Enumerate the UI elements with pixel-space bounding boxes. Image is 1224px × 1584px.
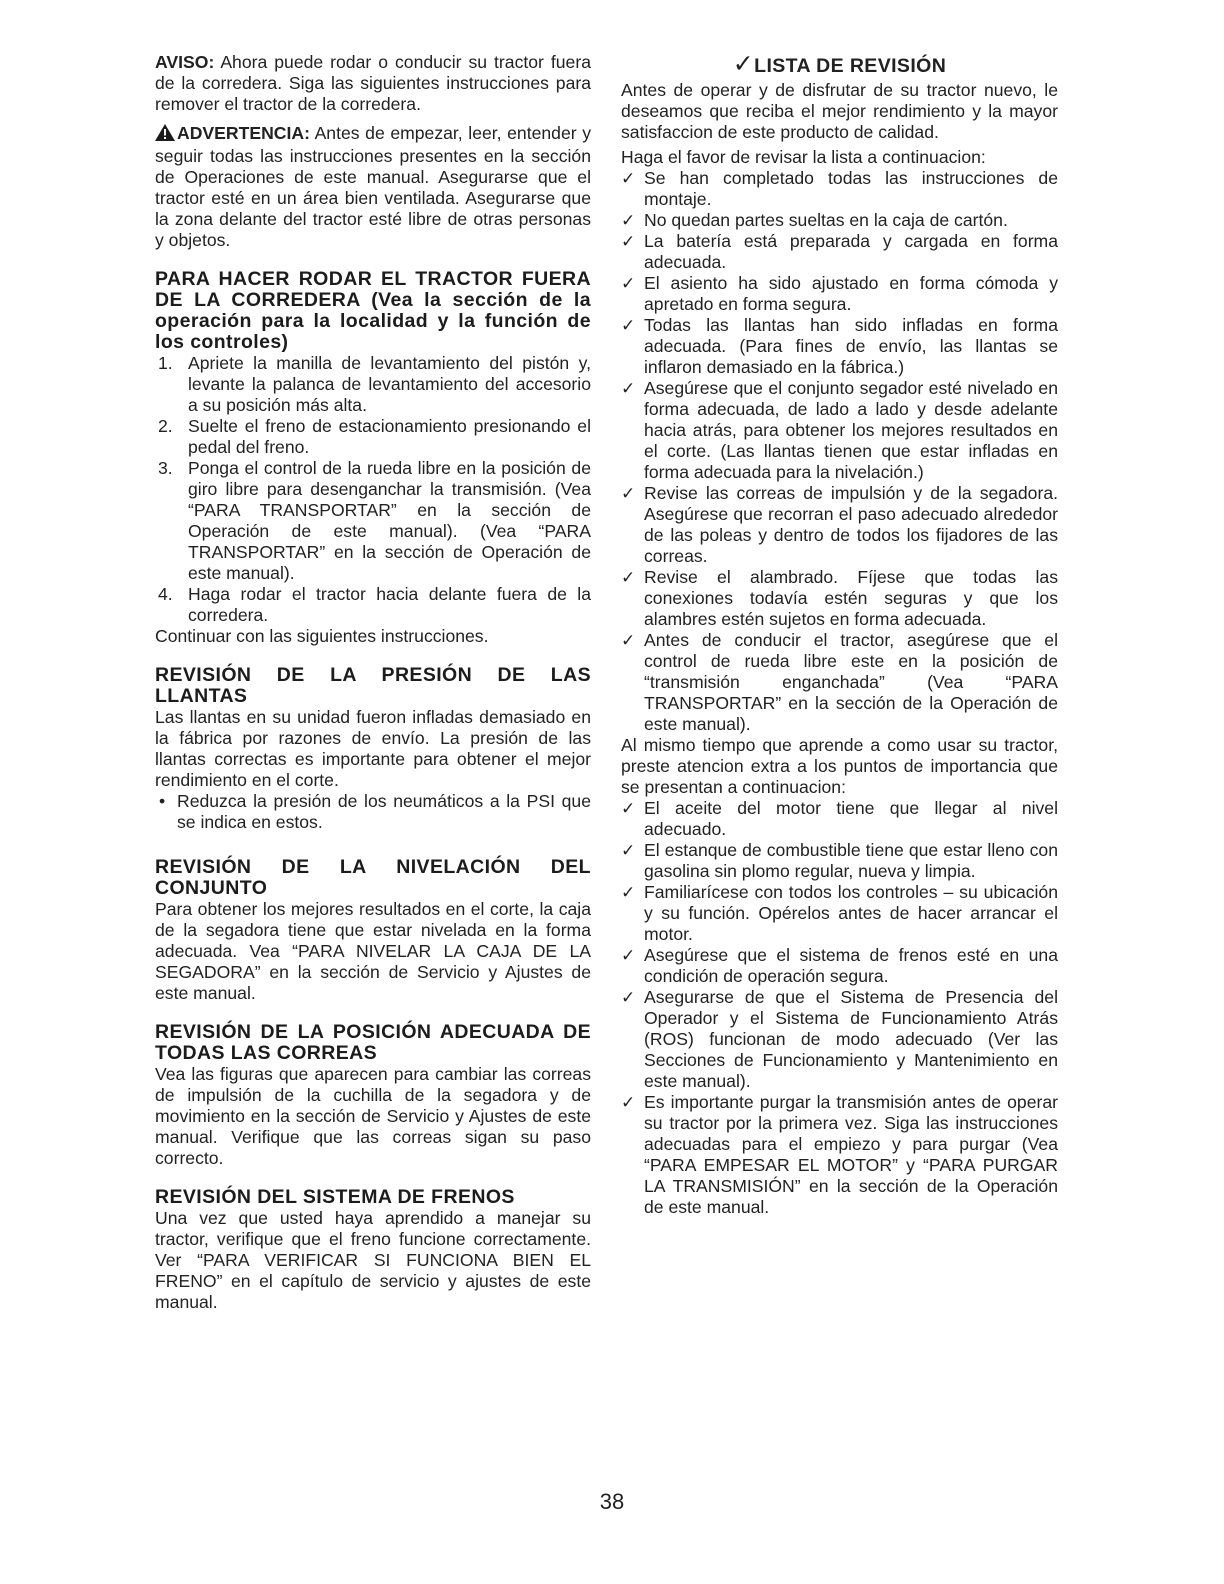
- check-text: Se han completado todas las instrucciones de montaje.: [644, 168, 1058, 209]
- left-column: [155, 52, 591, 1313]
- list-item: [621, 1092, 1058, 1218]
- checklist-title: [621, 52, 1058, 78]
- checkmark-icon: ✓: [621, 1093, 636, 1112]
- list-item: [621, 987, 1058, 1092]
- checkmark-icon: ✓: [621, 232, 636, 251]
- check-text: Familiarícese con todos los controles – su ubicación y su función. Opérelos antes de hacer arrancar el motor.: [644, 882, 1058, 944]
- list-item: [155, 584, 591, 626]
- check-text: El aceite del motor tiene que llegar al nivel adecuado.: [644, 798, 1058, 839]
- checkmark-icon: ✓: [621, 631, 636, 650]
- step-number: 4.: [158, 584, 173, 604]
- list-item: [621, 378, 1058, 483]
- list-item: [621, 882, 1058, 945]
- nivelacion-text: Para obtener los mejores resultados en el corte, la caja de la segadora tiene que estar nivelada en la forma adecuada. Vea “PARA NIVELAR LA CAJA DE LA SEGADORA” en la sección de Servicio y Ajustes de este manual.: [155, 899, 591, 1003]
- checkmark-icon: ✓: [621, 799, 636, 818]
- list-item: [155, 416, 591, 458]
- checklist-intro: Antes de operar y de disfrutar de su tractor nuevo, le deseamos que reciba el mejor rendimiento y la mayor satisfaccion de este producto de calidad.: [621, 80, 1058, 142]
- bullet-text: Reduzca la presión de los neumáticos a la PSI que se indica en estos.: [177, 791, 591, 832]
- list-item: [621, 231, 1058, 273]
- presion-text: Las llantas en su unidad fueron infladas demasiado en la fábrica por razones de envío. La presión de las llantas correctas es importante para obtener el mejor rendimiento en el corte.: [155, 707, 591, 790]
- presion-heading: REVISIÓN DE LA PRESIÓN DE LAS LLANTAS: [155, 664, 591, 707]
- checklist-title-text: LISTA DE REVISIÓN: [754, 55, 947, 77]
- correas-heading: REVISIÓN DE LA POSICIÓN ADECUADA DE TODAS LAS CORREAS: [155, 1021, 591, 1064]
- list-item: [621, 798, 1058, 840]
- list-item: [155, 458, 591, 584]
- check-text: Revise el alambrado. Fíjese que todas las conexiones todavía estén seguras y que los alambres estén sujetos en forma adecuada.: [644, 567, 1058, 629]
- check-text: Asegurarse de que el Sistema de Presencia del Operador y el Sistema de Funcionamiento Atrás (ROS) funcionan de modo adecuado (Ver las Secciones de Funcionamiento y Mantenimiento en este manual).: [644, 987, 1058, 1091]
- aviso-label: AVISO:: [155, 52, 215, 72]
- checklist-middle: Al mismo tiempo que aprende a como usar su tractor, preste atencion extra a los puntos de importancia que se presentan a continuacion:: [621, 735, 1058, 797]
- advertencia-paragraph: [155, 123, 591, 251]
- step-text: Apriete la manilla de levantamiento del pistón y, levante la palanca de levantamiento del accesorio a su posición más alta.: [188, 353, 591, 415]
- rodar-footer: Continuar con las siguientes instrucciones.: [155, 626, 489, 646]
- checklist-first: [621, 168, 1058, 735]
- check-text: El asiento ha sido ajustado en forma cómoda y apretado en forma segura.: [644, 273, 1058, 314]
- list-item: [155, 353, 591, 416]
- checkmark-icon: ✓: [621, 274, 636, 293]
- check-text: Revise las correas de impulsión y de la segadora. Asegúrese que recorran el paso adecuado alrededor de las poleas y dentro de todos los fijadores de las correas.: [644, 483, 1058, 566]
- check-text: El estanque de combustible tiene que estar lleno con gasolina sin plomo regular, nueva y limpia.: [644, 840, 1058, 881]
- step-text: Haga rodar el tractor hacia delante fuera de la corredera.: [188, 584, 591, 625]
- aviso-paragraph: [155, 52, 591, 115]
- frenos-heading: REVISIÓN DEL SISTEMA DE FRENOS: [155, 1186, 515, 1208]
- step-text: Suelte el freno de estacionamiento presionando el pedal del freno.: [188, 416, 591, 457]
- checkmark-icon: ✓: [621, 316, 636, 335]
- checkmark-icon: ✓: [621, 484, 636, 503]
- step-number: 2.: [158, 416, 173, 436]
- checkmark-icon: ✓: [621, 841, 636, 860]
- step-number: 1.: [158, 353, 173, 373]
- presion-bullets: [155, 791, 591, 833]
- checkmark-icon: ✓: [621, 379, 636, 398]
- frenos-text: Una vez que usted haya aprendido a manejar su tractor, verifique que el freno funcione correctamente. Ver “PARA VERIFICAR SI FUNCIONA BIEN EL FRENO” en el capítulo de servicio y ajustes de este manual.: [155, 1208, 591, 1312]
- checkmark-icon: ✓: [621, 169, 636, 188]
- list-item: [621, 315, 1058, 378]
- list-item: [621, 567, 1058, 630]
- list-item: [621, 840, 1058, 882]
- list-item: [621, 273, 1058, 315]
- page-number: 38: [599, 1489, 625, 1514]
- checkmark-icon: ✓: [621, 568, 636, 587]
- list-item: [621, 630, 1058, 735]
- checkmark-icon: ✓: [732, 50, 755, 78]
- checklist-intro2: Haga el favor de revisar la lista a continuacion:: [621, 147, 986, 167]
- warning-triangle-icon: [155, 124, 175, 146]
- right-column: [621, 52, 1058, 1218]
- list-item: [621, 210, 1058, 231]
- list-item: [621, 168, 1058, 210]
- check-text: Todas las llantas han sido infladas en forma adecuada. (Para fines de envío, las llantas se inflaron demasiado en la fábrica.): [644, 315, 1058, 377]
- bullet-icon: •: [159, 791, 166, 811]
- checkmark-icon: ✓: [621, 946, 636, 965]
- list-item: [621, 483, 1058, 567]
- check-text: No quedan partes sueltas en la caja de cartón.: [644, 210, 1008, 230]
- check-text: La batería está preparada y cargada en forma adecuada.: [644, 231, 1058, 272]
- check-text: Antes de conducir el tractor, asegúrese que el control de rueda libre este en la posición de “transmisión enganchada” (Vea “PARA TRANSPORTAR” en la sección de la Operación de este manual).: [644, 630, 1058, 734]
- advertencia-text: Antes de empezar, leer, entender y seguir todas las instrucciones presentes en la sección de Operaciones de este manual. Asegurarse que el tractor esté en un área bien ventilada. Asegurarse que la zona delante del tractor esté libre de otras personas y objetos.: [155, 123, 591, 250]
- aviso-text: Ahora puede rodar o conducir su tractor fuera de la corredera. Siga las siguientes instrucciones para remover el tractor de la corredera.: [155, 52, 591, 114]
- checkmark-icon: ✓: [621, 883, 636, 902]
- step-text: Ponga el control de la rueda libre en la posición de giro libre para desenganchar la transmisión. (Vea “PARA TRANSPORTAR” en la sección de Operación de este manual). (Vea “PARA TRANSPORTAR” en la sección de Operación de este manual).: [188, 458, 591, 583]
- check-text: Es importante purgar la transmisión antes de operar su tractor por la primera vez. Siga las instrucciones adecuadas para el empiezo y para purgar (Vea “PARA EMPESAR EL MOTOR” y “PARA PURGAR LA TRANSMISIÓN” en la sección de la Operación de este manual.: [644, 1092, 1058, 1217]
- check-text: Asegúrese que el conjunto segador esté nivelado en forma adecuada, de lado a lado y desde adelante hacia atrás, para obtener los mejores resultados en el corte. (Las llantas tienen que estar infladas en forma adecuada para la nivelación.): [644, 378, 1058, 482]
- checkmark-icon: ✓: [621, 211, 636, 230]
- list-item: [155, 791, 591, 833]
- rodar-heading: PARA HACER RODAR EL TRACTOR FUERA DE LA CORREDERA (Vea la sección de la operación para la localidad y la función de los controles): [155, 268, 591, 353]
- rodar-steps: [155, 353, 591, 626]
- nivelacion-heading: REVISIÓN DE LA NIVELACIÓN DEL CONJUNTO: [155, 856, 591, 899]
- correas-text: Vea las figuras que aparecen para cambiar las correas de impulsión de la cuchilla de la segadora y de movimiento en la sección de Servicio y Ajustes de este manual. Verifique que las correas sigan su paso correcto.: [155, 1064, 591, 1168]
- advertencia-label: ADVERTENCIA:: [177, 123, 310, 143]
- list-item: [621, 945, 1058, 987]
- checkmark-icon: ✓: [621, 988, 636, 1007]
- step-number: 3.: [158, 458, 173, 478]
- checklist-second: [621, 798, 1058, 1218]
- check-text: Asegúrese que el sistema de frenos esté en una condición de operación segura.: [644, 945, 1058, 986]
